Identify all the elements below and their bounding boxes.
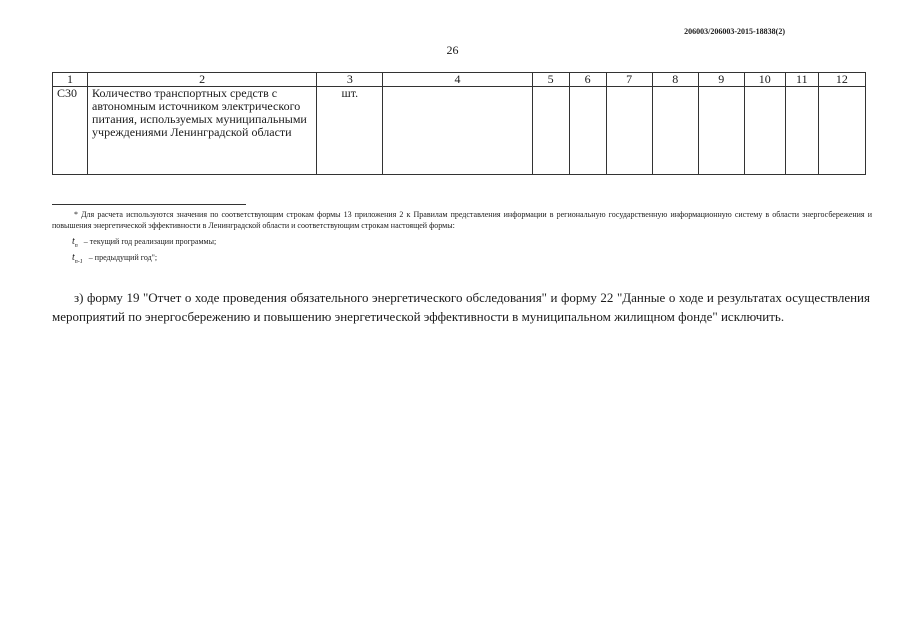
data-table <box>52 72 866 175</box>
row-unit: шт. <box>317 87 383 175</box>
definition-current-year <box>72 236 216 252</box>
document-id: 206003/206003-2015-18838(2) <box>684 27 785 36</box>
column-header: 10 <box>744 73 785 87</box>
symbol-tn-1 <box>72 252 83 263</box>
column-header: 12 <box>818 73 865 87</box>
table-header-row <box>53 73 866 87</box>
page-number: 26 <box>446 43 459 57</box>
symbol-letter: t <box>72 252 75 263</box>
column-header: 2 <box>88 73 317 87</box>
symbol-letter: t <box>72 236 75 247</box>
table-cell <box>785 87 818 175</box>
table-cell <box>818 87 865 175</box>
table-row <box>53 87 866 175</box>
column-header: 6 <box>569 73 606 87</box>
body-paragraph: з) форму 19 "Отчет о ходе проведения обязательного энергетического обследования" и форму 22 "Данные о ходе и результатах осуществления мероприятий по энергосбережению и повышению энергетической эффективности в муниципальном жилищном фонде" исключить. <box>52 290 870 324</box>
table-cell <box>698 87 744 175</box>
table-cell <box>744 87 785 175</box>
definition-previous-year <box>72 252 216 268</box>
column-header: 9 <box>698 73 744 87</box>
column-header: 1 <box>53 73 88 87</box>
row-name: Количество транспортных средств с автономным источником электрического питания, используемых муниципальными учреждениями Ленинградской области <box>88 87 317 175</box>
symbol-subscript: n <box>74 243 78 249</box>
row-code: С30 <box>53 87 88 175</box>
definition-text: – предыдущий год"; <box>88 253 158 262</box>
column-header: 4 <box>383 73 532 87</box>
footnote-definitions <box>72 236 216 268</box>
column-header: 8 <box>652 73 698 87</box>
symbol-subscript: n-1 <box>74 259 83 265</box>
column-header: 5 <box>532 73 569 87</box>
column-header: 11 <box>785 73 818 87</box>
footnote-text: * Для расчета используются значения по соответствующим строкам формы 13 приложения 2 к Правилам представления информации в региональную государственную информационную систему в области энергосбережения и повышения энергетической эффективности в Ленинградской области и соответствующим строкам настоящей формы: <box>52 210 872 230</box>
table-cell <box>569 87 606 175</box>
table-cell <box>652 87 698 175</box>
table-cell <box>606 87 652 175</box>
column-header: 3 <box>317 73 383 87</box>
table-cell <box>383 87 532 175</box>
table-cell <box>532 87 569 175</box>
symbol-tn <box>72 236 78 247</box>
column-header: 7 <box>606 73 652 87</box>
footnote-divider <box>52 204 246 205</box>
definition-text: – текущий год реализации программы; <box>83 237 217 246</box>
